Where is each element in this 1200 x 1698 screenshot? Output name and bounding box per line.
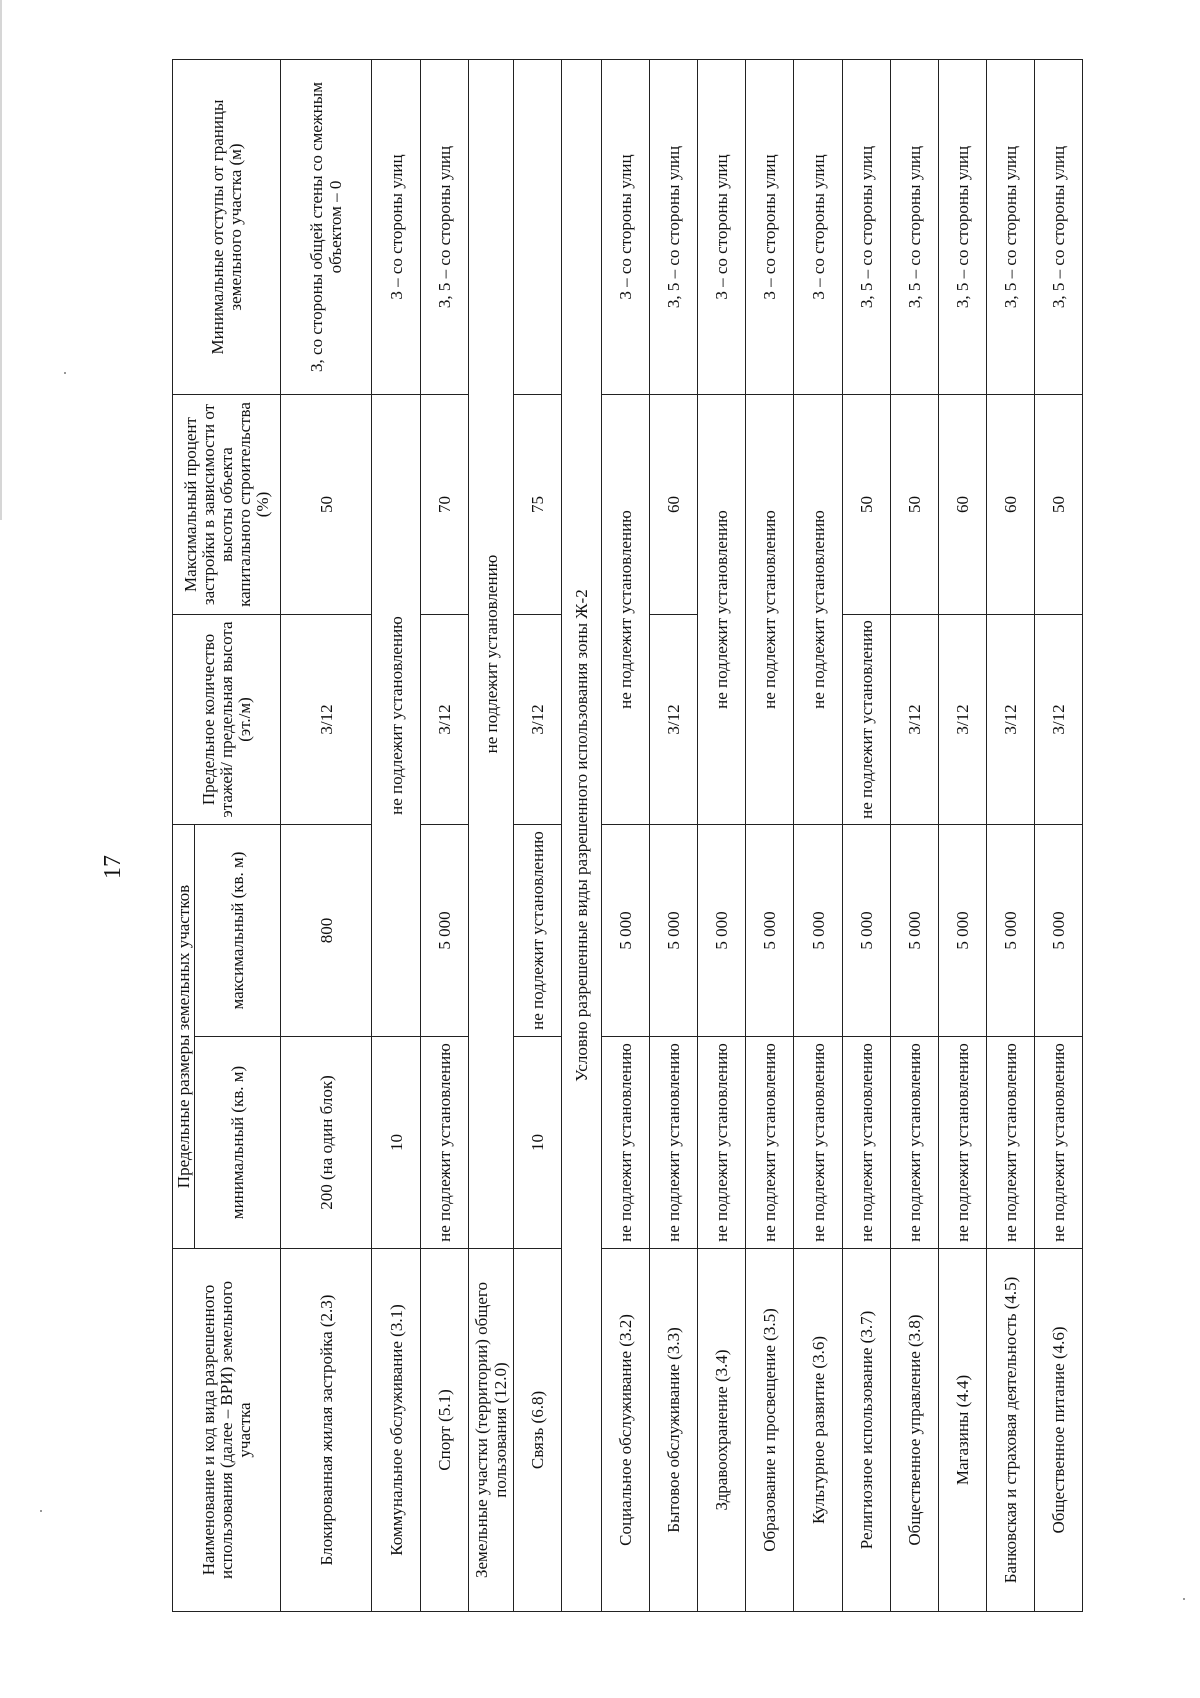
section-row: [562, 60, 602, 1612]
header-max: максимальный (кв. м): [195, 825, 281, 1037]
row-setback: 3 – со стороны улиц: [746, 60, 794, 395]
row-coverage: 50: [890, 395, 938, 615]
header-min: минимальный (кв. м): [195, 1037, 281, 1249]
table-row: [650, 60, 698, 1612]
row-name: Социальное обслуживание (3.2): [602, 1249, 650, 1612]
row-floors: 3/12: [281, 615, 372, 825]
row-setback: 3 – со стороны улиц: [372, 60, 421, 395]
row-setback: 3, 5 – со стороны улиц: [1034, 60, 1082, 395]
row-setback: [514, 60, 562, 395]
row-setback: 3 – со стороны улиц: [602, 60, 650, 395]
row-min: не подлежит установлению: [986, 1037, 1034, 1249]
row-merged-value: не подлежит установлению: [602, 395, 650, 825]
row-floors: 3/12: [938, 615, 986, 825]
row-floors: 3/12: [650, 615, 698, 825]
row-min: 10: [514, 1037, 562, 1249]
row-name: Связь (6.8): [514, 1249, 562, 1612]
row-setback: 3, 5 – со стороны улиц: [938, 60, 986, 395]
row-max: не подлежит установлению: [514, 825, 562, 1037]
table-row: [986, 60, 1034, 1612]
scan-edge: [0, 0, 2, 520]
header-plot-sizes: Предельные размеры земельных участков: [173, 825, 195, 1249]
table-row: [698, 60, 746, 1612]
row-name: Общественное управление (3.8): [890, 1249, 938, 1612]
table-row: [794, 60, 842, 1612]
row-floors: не подлежит установлению: [842, 615, 890, 825]
row-name: Спорт (5.1): [421, 1249, 469, 1612]
row-setback: 3, 5 – со стороны улиц: [650, 60, 698, 395]
row-max: 5 000: [890, 825, 938, 1037]
row-min: не подлежит установлению: [890, 1037, 938, 1249]
row-setback: 3, со стороны общей стены со смежным объектом – 0: [281, 60, 372, 395]
row-floors: 3/12: [890, 615, 938, 825]
table-row: [469, 60, 514, 1612]
row-min: не подлежит установлению: [938, 1037, 986, 1249]
row-setback: 3, 5 – со стороны улиц: [842, 60, 890, 395]
row-name: Магазины (4.4): [938, 1249, 986, 1612]
table-row: [372, 60, 421, 1612]
row-min: 10: [372, 1037, 421, 1249]
row-floors: 3/12: [1034, 615, 1082, 825]
row-name: Банковская и страховая деятельность (4.5): [986, 1249, 1034, 1612]
header-name: Наименование и код вида разрешенного использования (далее – ВРИ) земельного участка: [173, 1249, 281, 1612]
row-min: не подлежит установлению: [842, 1037, 890, 1249]
row-coverage: 70: [421, 395, 469, 615]
row-name: Здравоохранение (3.4): [698, 1249, 746, 1612]
row-min: не подлежит установлению: [698, 1037, 746, 1249]
header-setback: Минимальные отступы от границы земельного участка (м): [173, 60, 281, 395]
table-row: [421, 60, 469, 1612]
table-row: [1034, 60, 1082, 1612]
rotated-table-wrapper: [172, 60, 1083, 1612]
table-row: [602, 60, 650, 1612]
row-coverage: 50: [842, 395, 890, 615]
row-name: Общественное питание (4.6): [1034, 1249, 1082, 1612]
row-max: 5 000: [421, 825, 469, 1037]
row-max: 5 000: [794, 825, 842, 1037]
header-coverage: Максимальный процент застройки в зависимости от высоты объекта капитального строительства (%): [173, 395, 281, 615]
row-setback: 3, 5 – со стороны улиц: [986, 60, 1034, 395]
row-max: 5 000: [938, 825, 986, 1037]
row-floors: 3/12: [514, 615, 562, 825]
row-floors: 3/12: [986, 615, 1034, 825]
table-row: [890, 60, 938, 1612]
scan-speck: [64, 372, 66, 374]
row-name: Культурное развитие (3.6): [794, 1249, 842, 1612]
row-coverage: 50: [1034, 395, 1082, 615]
table-row: [938, 60, 986, 1612]
row-min: не подлежит установлению: [1034, 1037, 1082, 1249]
table-row: [514, 60, 562, 1612]
row-coverage: 75: [514, 395, 562, 615]
row-max: 5 000: [842, 825, 890, 1037]
scan-speck: [40, 1510, 42, 1512]
table-row: [746, 60, 794, 1612]
row-min: не подлежит установлению: [794, 1037, 842, 1249]
row-coverage: 60: [938, 395, 986, 615]
row-setback: 3, 5 – со стороны улиц: [421, 60, 469, 395]
row-name: Коммунальное обслуживание (3.1): [372, 1249, 421, 1612]
row-setback: 3, 5 – со стороны улиц: [890, 60, 938, 395]
row-name: Образование и просвещение (3.5): [746, 1249, 794, 1612]
row-merged-value: не подлежит установлению: [698, 395, 746, 825]
row-merged-value: не подлежит установлению: [372, 395, 421, 1037]
row-min: не подлежит установлению: [421, 1037, 469, 1249]
row-max: 5 000: [698, 825, 746, 1037]
zoning-parameters-table: [172, 59, 1083, 1612]
row-coverage: 50: [281, 395, 372, 615]
row-max: 5 000: [650, 825, 698, 1037]
scan-speck: [1183, 1598, 1185, 1600]
row-coverage: 60: [650, 395, 698, 615]
row-merged-value: не подлежит установлению: [469, 60, 514, 1249]
row-max: 800: [281, 825, 372, 1037]
row-min: не подлежит установлению: [602, 1037, 650, 1249]
row-max: 5 000: [602, 825, 650, 1037]
row-floors: 3/12: [421, 615, 469, 825]
row-setback: 3 – со стороны улиц: [698, 60, 746, 395]
row-name: Блокированная жилая застройка (2.3): [281, 1249, 372, 1612]
row-name: Земельные участки (территории) общего пользования (12.0): [469, 1249, 514, 1612]
row-merged-value: не подлежит установлению: [746, 395, 794, 825]
row-merged-value: не подлежит установлению: [794, 395, 842, 825]
row-max: 5 000: [1034, 825, 1082, 1037]
row-min: 200 (на один блок): [281, 1037, 372, 1249]
row-max: 5 000: [746, 825, 794, 1037]
row-max: 5 000: [986, 825, 1034, 1037]
row-name: Религиозное использование (3.7): [842, 1249, 890, 1612]
table-row: [281, 60, 372, 1612]
row-setback: 3 – со стороны улиц: [794, 60, 842, 395]
page-number: 17: [100, 855, 126, 879]
section-title: Условно разрешенные виды разрешенного использования зоны Ж-2: [562, 60, 602, 1612]
header-floors: Предельное количество этажей/ предельная высота (эт./м): [173, 615, 281, 825]
row-min: не подлежит установлению: [746, 1037, 794, 1249]
table-row: [842, 60, 890, 1612]
row-coverage: 60: [986, 395, 1034, 615]
row-min: не подлежит установлению: [650, 1037, 698, 1249]
row-name: Бытовое обслуживание (3.3): [650, 1249, 698, 1612]
